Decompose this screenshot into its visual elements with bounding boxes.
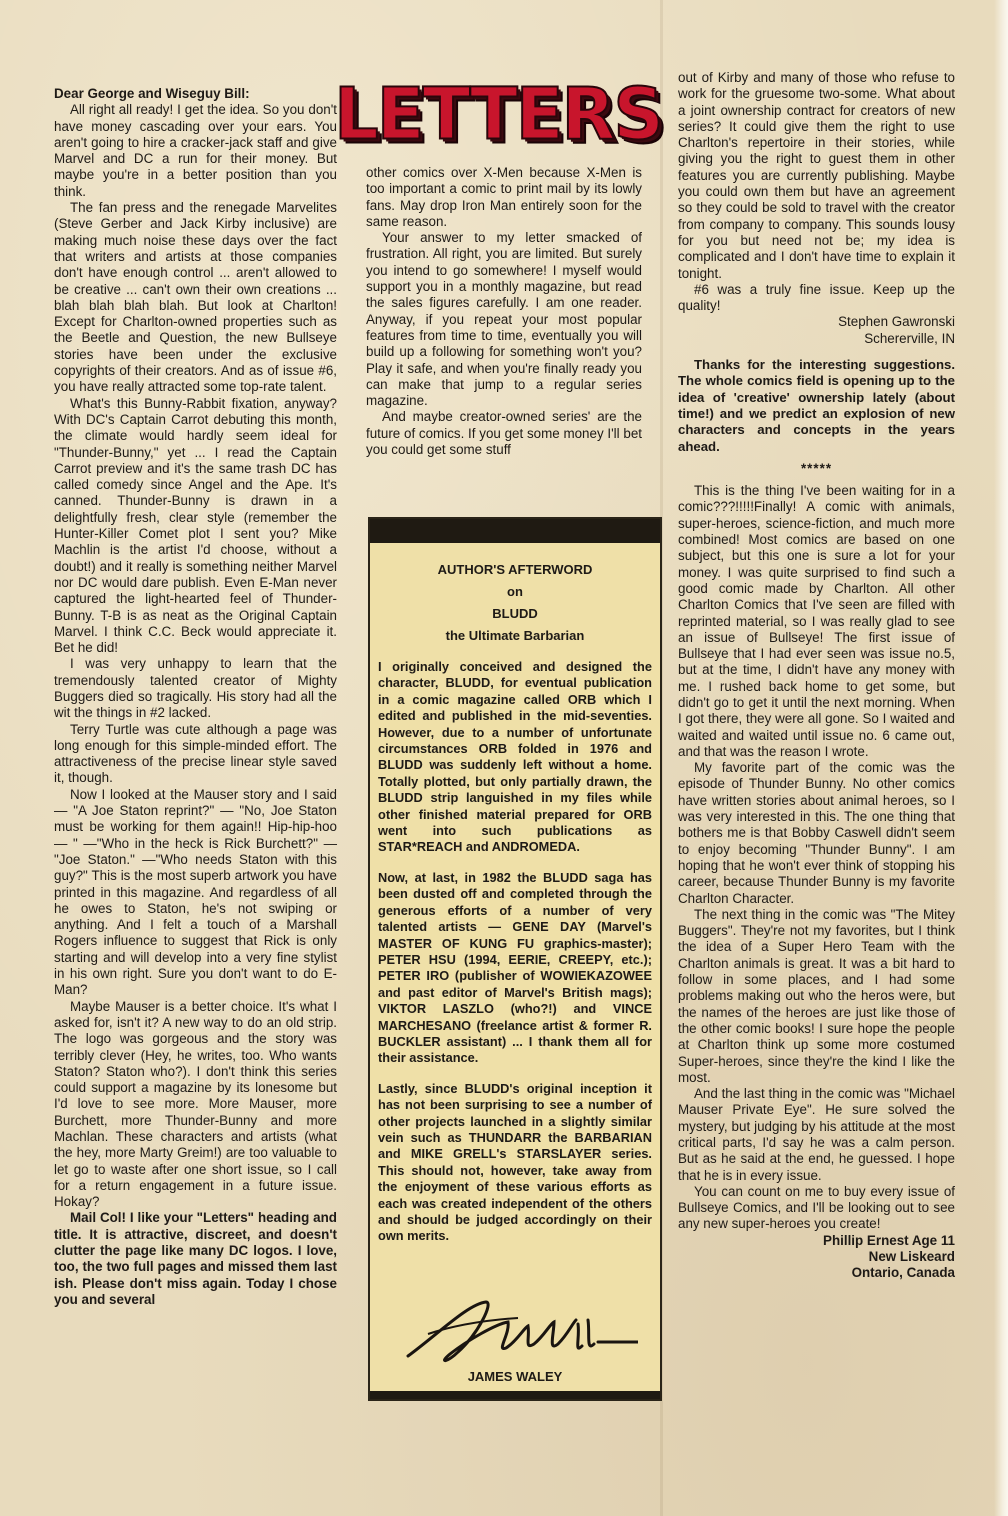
paragraph: Terry Turtle was cute although a page was long enough for this simple-minded effort. The attractiveness of the precise linear style saved it, though.	[54, 721, 337, 786]
paragraph: My favorite part of the comic was the episode of Thunder Bunny. No other comics have written stories about animal heroes, so I was very interested in this. The one thing that bothers me is that Bobby Caswell didn't seem to enjoy becoming "Thunder Bunny". I am hoping that he won't ever think of stopping his career, because Thunder Bunny is my favorite Charlton Character.	[678, 760, 955, 906]
authors-afterword-box	[368, 517, 662, 1401]
salutation: Dear George and Wiseguy Bill:	[54, 86, 250, 101]
paragraph: other comics over X-Men because X-Men is too important a comic to print mail by its lowly fans. May drop Iron Man entirely soon for the same reason.	[366, 165, 642, 229]
afterword-author: JAMES WALEY	[467, 1369, 563, 1384]
paragraph: And maybe creator-owned series' are the future of comics. If you get some money I'll bet you could get some stuff	[366, 409, 642, 458]
letter-column-1	[54, 86, 337, 1308]
paragraph: What's this Bunny-Rabbit fixation, anyway? With DC's Captain Carrot debuting this month, the climate would hardly seem ideal for "Thunder-Bunny," yet ... I read the Captain Carrot preview and it's the same trash DC has called comedy since Angel and the Ape. It's canned. Thunder-Bunny is drawn in a delightfully fresh, clear style (remember the Hunter-Killer Comet plot I sent you? Mike Machlin is the artist I'd choose, without a doubt!) and it really is something neither Marvel nor DC would dare publish. Even E-Man never captured the light-hearted feel of Thunder-Bunny. T-B is as neat as the Original Captain Marvel. I think C.C. Beck would appreciate it. Bet he did!	[54, 395, 337, 656]
paragraph: This is the thing I've been waiting for in a comic???!!!!!Finally! A comic with animals, super-heroes, science-fiction, and much more combined! Most comics are based on one subject, but this one is sure a lot for your money. I was quite surprised to find such a good comic made by Charlton. All other Charlton Comics that I've seen are filled with reprinted material, so I was really glad to see an issue of Bullseye! The first issue of Bullseye that I had ever seen was issue no.5, but at the time, I didn't have any money with me. I rushed back home to get some, but didn't go to get it until the next morning. When I got there, they were all gone. So I waited and waited and waited until issue no. 6 came out, and that was the reason I wrote.	[678, 483, 955, 759]
paragraph: Now I looked at the Mauser story and I said — "A Joe Staton reprint?" — "No, Joe Staton must be working for them again!! Hip-hip-hoo — " —"Who in the heck is Rick Burchett?" — "Joe Staton." —"Who needs Staton with this guy?" This is the most superb artwork you have printed in this magazine. And regardless of all he owes to Staton, he's not swiping or anything. And I felt a touch of a Marshall Rogers influence to suggest that Rick is only starting and will develop into a very fine stylist in his own right. Sure you don't want to do E-Man?	[54, 786, 337, 998]
afterword-heading-line: the Ultimate Barbarian	[445, 628, 585, 643]
letter-signature-place: Ontario, Canada	[851, 1265, 955, 1281]
letter-signature-name: Phillip Ernest Age 11	[823, 1232, 955, 1248]
paragraph: You can count on me to buy every issue of Bullseye Comics, and I'll be looking out to see any new super-heroes you create!	[678, 1183, 955, 1232]
letter-signature-name: Stephen Gawronski	[838, 314, 955, 330]
handwritten-signature	[398, 1294, 638, 1374]
paragraph: I was very unhappy to learn that the tremendously talented creator of Mighty Buggers died so tragically. His story had all the wit the things in #2 lacked.	[54, 656, 337, 721]
afterword-paragraph: Now, at last, in 1982 the BLUDD saga has been dusted off and completed through the generous efforts of a number of very talented artists — GENE DAY (Marvel's MASTER OF KUNG FU graphics-master); PETER HSU (1994, EERIE, CREEPY, etc.); PETER IRO (publisher of WOWIEKAZOWEE and past editor of Marvel's British mags); VIKTOR LASZLO (who?!) and VINCE MARCHESANO (freelance artist & former R. BUCKLER assistant) ... I thank them all for their assistance.	[378, 869, 652, 1066]
paragraph: The fan press and the renegade Marvelites (Steve Gerber and Jack Kirby inclusive) are making much noise these days over the fact that writers and artists at those companies don't have enough control ... aren't allowed to be creative ... can't own their own creations ... blah blah blah blah. But look at Charlton! Except for Charlton-owned properties such as the Beetle and Question, the new Bullseye stories have been under the exclusive copyrights of their creators. And as of issue #6, you have really attracted some top-rate talent.	[54, 200, 337, 395]
paragraph: out of Kirby and many of those who refuse to work for the gruesome two-some. What about a joint ownership contract for creators of new series? It could give them the right to use Charlton's repertoire in their stories, while giving you the right to guest them in other features you are currently publishing. Maybe you could own them but have an agreement so they could be sold to travel with the creator from company to company. This sounds lousy for you but need not be; my idea is complicated and I don't have time to explain it tonight.	[678, 70, 955, 281]
paragraph: #6 was a truly fine issue. Keep up the quality!	[678, 281, 955, 314]
afterword-paragraph: I originally conceived and designed the character, BLUDD, for eventual publication in a comic magazine called ORB which I edited and published in the mid-seventies. However, due to a number of unfortunate circumstances ORB folded in 1976 and BLUDD was suddenly left without a home. Totally plotted, but only partially drawn, the BLUDD strip languished in my files while other finished material prepared for ORB went into such publications as STAR*REACH and ANDROMEDA.	[378, 659, 652, 855]
box-bottom-bar	[370, 1391, 660, 1399]
letter-signature-place: Schererville, IN	[864, 330, 955, 346]
afterword-heading-line: BLUDD	[492, 606, 538, 621]
separator-stars: *****	[800, 460, 833, 476]
afterword-heading	[378, 559, 652, 647]
letter-column-3	[678, 70, 955, 1282]
page-edge	[994, 0, 1008, 1516]
afterword-text	[378, 559, 652, 1259]
box-top-bar	[370, 519, 660, 543]
paragraph: Mail Col! I like your "Letters" heading and title. It is attractive, discreet, and doesn't clutter the page like many DC logos. I love, too, the two full pages and missed them last ish. Please don't miss again. Today I chose you and several	[54, 1210, 337, 1307]
paragraph: And the last thing in the comic was "Michael Mauser Private Eye". He sure solved the mystery, but judging by his attitude at the most critical parts, I'd say he was a calm person. But as he said at the end, he guessed. I hope that he is in every issue.	[678, 1086, 955, 1183]
editor-reply: Thanks for the interesting suggestions. The whole comics field is opening up to the idea of 'creative' ownership lately (about time!) and we predict an explosion of new characters and concepts in the years ahead.	[678, 357, 955, 454]
letter-column-2	[366, 165, 642, 458]
afterword-heading-line: on	[507, 584, 523, 599]
afterword-heading-line: AUTHOR'S AFTERWORD	[437, 562, 593, 577]
paragraph: Maybe Mauser is a better choice. It's what I asked for, isn't it? A new way to do an old strip. The logo was gorgeous and the story was terribly clever (Hey, he writes, too. Who wants Staton? Staton who?). I don't think this series could support a magazine by its lonesome but I'd love to see more. More Mauser, more Burchett, more Thunder-Bunny and more Machlan. These characters and artists (what the hey, more Marty Greim!) are too valuable to let go to waste after one short issue, so I call for a return engagement in a future issue. Hokay?	[54, 998, 337, 1210]
letter-signature-place: New Liskeard	[868, 1249, 955, 1265]
letters-heading: LETTERS	[334, 72, 662, 156]
paragraph: Your answer to my letter smacked of frustration. All right, you are limited. But surely you intend to go somewhere! I myself would support you in a monthly magazine, but read the sales figures carefully. I am one reader. Anyway, if you repeat your most popular features from time to time, eventually you will build up a following for something won't you? Play it safe, and when you're finally ready you can make that jump to a regular series magazine.	[366, 230, 642, 409]
afterword-paragraph: Lastly, since BLUDD's original inception it has not been surprising to see a number of other projects launched in a slightly similar vein such as THUNDARR the BARBARIAN and MIKE GRELL's STARSLAYER series. This should not, however, take away from the enjoyment of these various efforts as each was created independent of the others and should be judged accordingly on their own merits.	[378, 1080, 652, 1244]
paragraph: The next thing in the comic was "The Mitey Buggers". They're not my favorites, but I think the idea of a Super Hero Team with the Charlton animals is great. It was a bit hard to follow in some places, and I had some problems making out who the heros were, but the names of the heroes are just like those of the other comic books! I sure hope the people at Charlton think up some more costumed Super-heroes, since they're the kind I like the most.	[678, 906, 955, 1085]
paragraph: All right all ready! I get the idea. So you don't have money cascading over your ears. You aren't going to hire a cracker-jack staff and give Marvel and DC a run for their money. But maybe you're in a better position than you think.	[54, 102, 337, 199]
